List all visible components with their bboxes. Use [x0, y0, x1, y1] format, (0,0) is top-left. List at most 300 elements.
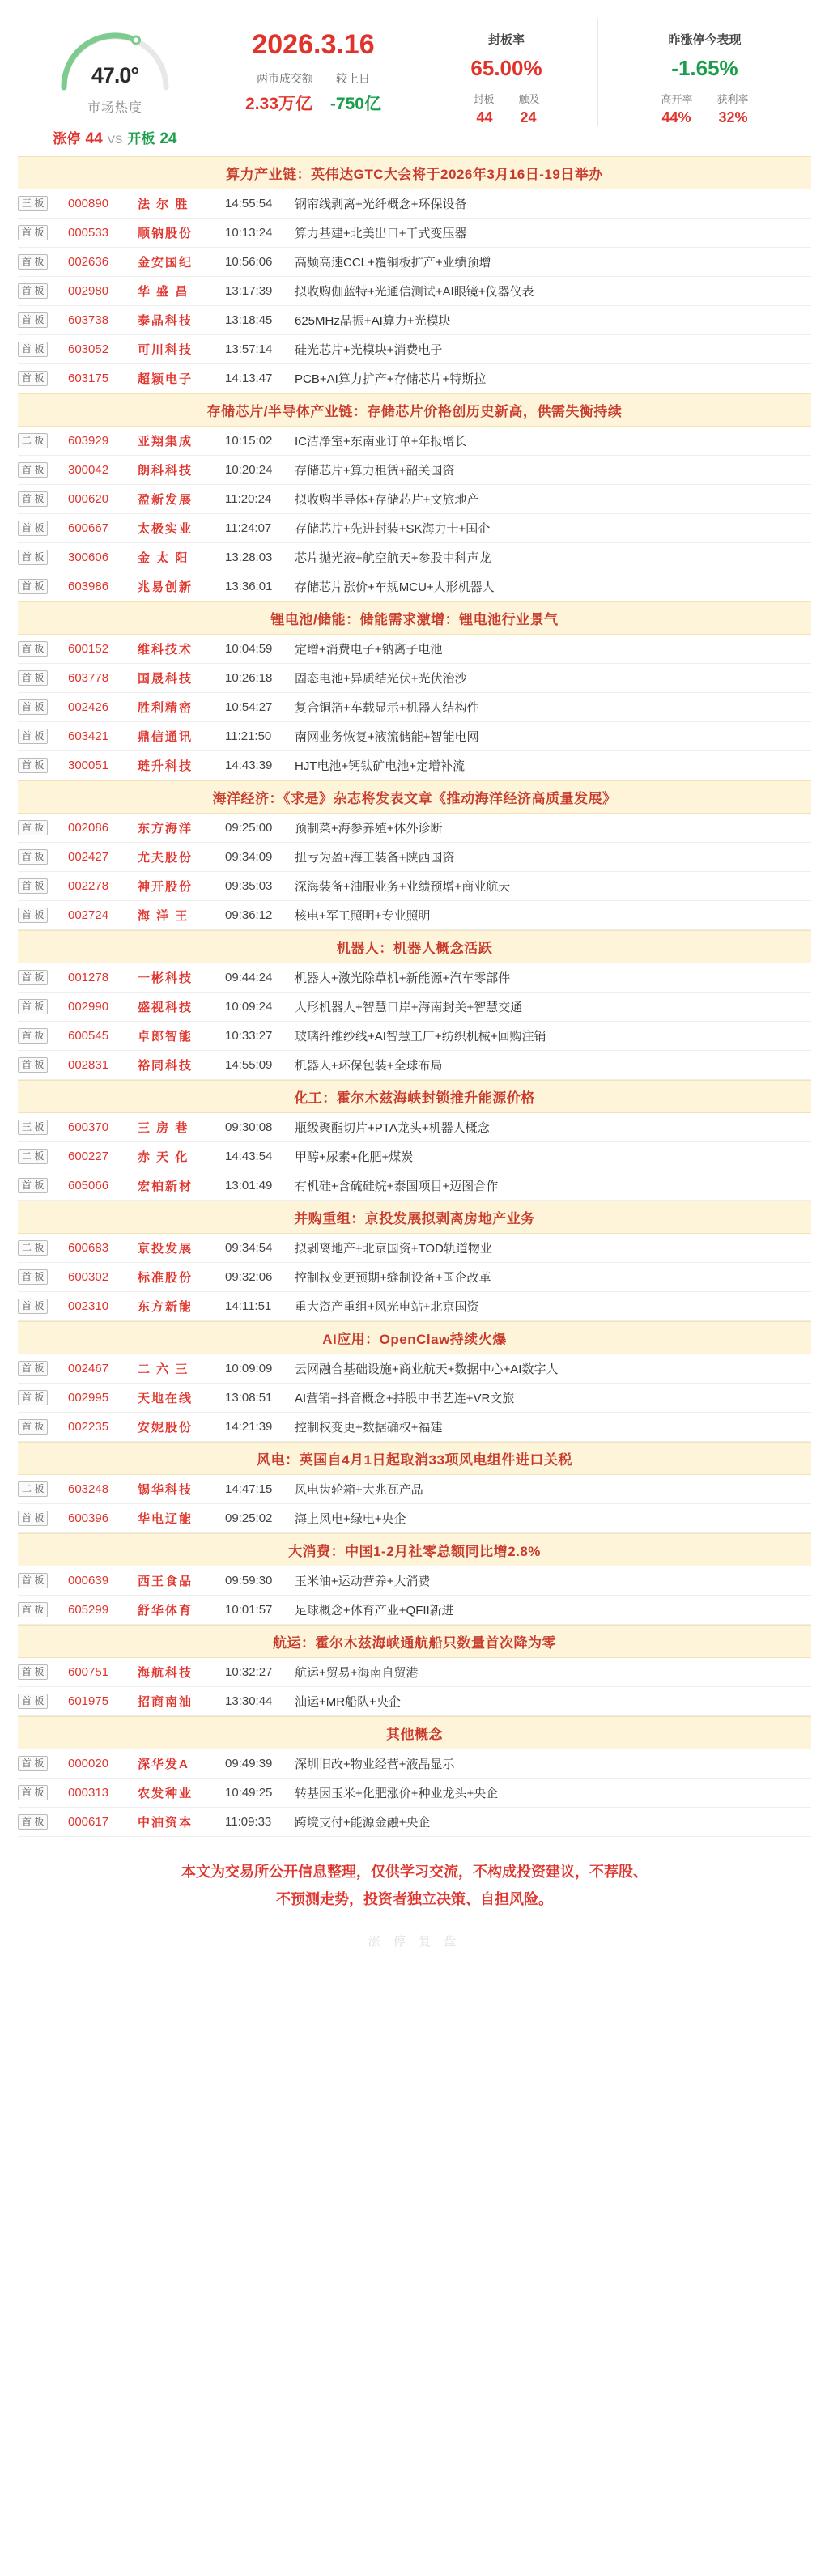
concept-tags: 足球概念+体育产业+QFII新进: [295, 1604, 454, 1617]
stock-name[interactable]: 金安国纪: [138, 256, 193, 270]
concept-tags: IC洁净室+东南亚订单+年报增长: [295, 435, 467, 448]
stock-code[interactable]: 300051: [68, 759, 109, 772]
stock-name[interactable]: 安妮股份: [138, 1421, 193, 1435]
table-row[interactable]: [18, 635, 811, 664]
stock-code[interactable]: 001278: [68, 971, 109, 984]
table-row[interactable]: [18, 514, 811, 543]
table-row[interactable]: [18, 485, 811, 514]
limit-up-time: 10:09:09: [225, 1362, 273, 1375]
concept-tags: 机器人+激光除草机+新能源+汽车零部件: [295, 971, 511, 985]
stock-name[interactable]: 国晟科技: [138, 672, 193, 686]
concept-tags: 控制权变更+数据确权+福建: [295, 1421, 443, 1435]
stock-name[interactable]: 朗科科技: [138, 464, 193, 478]
limit-up-time: 09:32:06: [225, 1270, 273, 1284]
section-title: 机器人：机器人概念活跃: [18, 930, 811, 963]
limit-up-time: 10:56:06: [225, 255, 273, 269]
stock-table: [18, 1354, 811, 1442]
board-badge-cell: [18, 901, 68, 930]
board-badge-cell: [18, 189, 68, 219]
stock-code[interactable]: 002426: [68, 700, 109, 714]
status-badge: 首 板: [18, 491, 48, 507]
table-row[interactable]: [18, 901, 811, 930]
board-badge-cell: [18, 843, 68, 872]
stock-name[interactable]: 华 盛 昌: [138, 285, 189, 299]
table-row[interactable]: [18, 1292, 811, 1321]
status-badge: 首 板: [18, 1269, 48, 1285]
stock-code[interactable]: 601975: [68, 1694, 109, 1708]
limit-up-time: 10:20:24: [225, 463, 273, 477]
table-row[interactable]: [18, 1171, 811, 1201]
table-row[interactable]: [18, 963, 811, 993]
heat-gauge: [54, 28, 176, 96]
status-badge: 首 板: [18, 970, 48, 985]
stock-name[interactable]: 鼎信通讯: [138, 730, 193, 744]
concept-tags: 油运+MR船队+央企: [295, 1695, 401, 1709]
table-row[interactable]: [18, 277, 811, 306]
table-row[interactable]: [18, 572, 811, 601]
concept-tags: AI营销+抖音概念+持股中书艺连+VR文旅: [295, 1392, 515, 1405]
concept-tags: 扭亏为盈+海工装备+陕西国资: [295, 851, 455, 865]
concept-tags: 深圳旧改+物业经营+液晶显示: [295, 1758, 455, 1771]
stock-code[interactable]: 300042: [68, 463, 109, 477]
board-badge-cell: [18, 1687, 68, 1716]
stock-table: [18, 1749, 811, 1837]
table-row[interactable]: [18, 843, 811, 872]
limit-up-count: 44: [85, 130, 103, 147]
stock-name[interactable]: 一彬科技: [138, 971, 193, 985]
stock-name[interactable]: 维科技术: [138, 643, 193, 657]
watermark: 涨 停 复 盘: [368, 1935, 461, 1949]
stock-code[interactable]: 605299: [68, 1603, 109, 1617]
concept-tags: 钢帘线剥离+光纤概念+环保设备: [295, 198, 467, 211]
table-row[interactable]: [18, 427, 811, 456]
date-panel: [212, 19, 414, 115]
vs-label: VS: [107, 133, 123, 146]
table-row[interactable]: [18, 1596, 811, 1625]
concept-tags: 核电+军工照明+专业照明: [295, 909, 431, 923]
table-row[interactable]: [18, 993, 811, 1022]
limit-up-time: 13:28:03: [225, 550, 273, 564]
concept-tags: 深海装备+油服业务+业绩预增+商业航天: [295, 880, 511, 894]
stock-table: [18, 1475, 811, 1533]
table-row[interactable]: [18, 1263, 811, 1292]
stock-code[interactable]: 600227: [68, 1150, 109, 1163]
stock-name[interactable]: 可川科技: [138, 343, 193, 357]
stock-name[interactable]: 标准股份: [138, 1271, 193, 1285]
limit-up-time: 09:25:02: [225, 1511, 273, 1525]
limit-up-label: 涨停: [53, 131, 81, 147]
stock-code[interactable]: 603248: [68, 1482, 109, 1496]
status-badge: 首 板: [18, 1028, 48, 1044]
stock-code[interactable]: 000890: [68, 197, 109, 210]
section-title: 化工：霍尔木兹海峡封锁推升能源价格: [18, 1080, 811, 1113]
disclaimer-line-1: 本文为交易所公开信息整理，仅供学习交流，不构成投资建议，不荐股、: [181, 1864, 648, 1880]
turnover-label: 两市成交额: [257, 72, 313, 85]
yesterday-cell-label-1: 获利率: [716, 93, 749, 105]
seal-rate-title: 封板率: [487, 33, 525, 47]
board-badge-cell: [18, 1566, 68, 1596]
table-row[interactable]: [18, 364, 811, 393]
concept-tags: 人形机器人+智慧口岸+海南封关+智慧交通: [295, 1001, 523, 1014]
board-badge-cell: [18, 306, 68, 335]
board-badge-cell: [18, 664, 68, 693]
stock-code[interactable]: 000620: [68, 492, 109, 506]
status-badge: 首 板: [18, 521, 48, 536]
stock-code[interactable]: 002831: [68, 1058, 109, 1072]
limit-up-time: 09:36:12: [225, 908, 273, 922]
board-badge-cell: [18, 1142, 68, 1171]
status-badge: 首 板: [18, 670, 48, 686]
stock-name[interactable]: 盛视科技: [138, 1001, 193, 1014]
limit-up-time: 13:30:44: [225, 1694, 273, 1708]
table-row[interactable]: [18, 1022, 811, 1051]
status-badge: 首 板: [18, 1814, 48, 1830]
section-title: 大消费：中国1-2月社零总额同比增2.8%: [18, 1533, 811, 1566]
stock-code[interactable]: 002427: [68, 850, 109, 864]
limit-up-time: 14:21:39: [225, 1420, 273, 1434]
stock-code[interactable]: 002990: [68, 1000, 109, 1014]
status-badge: 首 板: [18, 462, 48, 478]
table-row[interactable]: [18, 872, 811, 901]
table-row[interactable]: [18, 693, 811, 722]
stock-code[interactable]: 600370: [68, 1120, 109, 1134]
concept-tags: 南网业务恢复+液流储能+智能电网: [295, 730, 479, 744]
concept-tags: 航运+贸易+海南自贸港: [295, 1666, 419, 1680]
limit-up-time: 14:11:51: [225, 1299, 272, 1313]
concept-tags: 控制权变更预期+缝制设备+国企改革: [295, 1271, 491, 1285]
stock-code[interactable]: 603738: [68, 313, 109, 327]
limit-up-time: 13:57:14: [225, 342, 273, 356]
table-row[interactable]: [18, 189, 811, 219]
status-badge: 首 板: [18, 1602, 48, 1617]
yesterday-cell-label-0: 高开率: [661, 93, 693, 105]
limit-up-time: 10:04:59: [225, 642, 273, 656]
stock-name[interactable]: 西王食品: [138, 1575, 193, 1588]
status-badge: 首 板: [18, 1419, 48, 1435]
stock-name[interactable]: 农发种业: [138, 1787, 193, 1800]
change-label: 较上日: [336, 72, 370, 85]
stock-table: [18, 1658, 811, 1716]
limit-up-time: 09:34:09: [225, 850, 273, 864]
table-row[interactable]: [18, 1687, 811, 1716]
board-badge-cell: [18, 219, 68, 248]
table-row[interactable]: [18, 814, 811, 843]
stock-name[interactable]: 顺钠股份: [138, 227, 193, 240]
status-badge: 首 板: [18, 1057, 48, 1073]
board-badge-cell: [18, 1171, 68, 1201]
stock-code[interactable]: 002278: [68, 879, 109, 893]
board-badge-cell: [18, 1234, 68, 1263]
limit-up-time: 14:55:09: [225, 1058, 273, 1072]
stock-code[interactable]: 600545: [68, 1029, 109, 1043]
stock-name[interactable]: 法 尔 胜: [138, 198, 189, 211]
header: [18, 15, 811, 156]
board-badge-cell: [18, 872, 68, 901]
board-badge-cell: [18, 993, 68, 1022]
limit-up-time: 09:35:03: [225, 879, 273, 893]
stock-code[interactable]: 605066: [68, 1179, 109, 1192]
table-row[interactable]: [18, 1354, 811, 1384]
limit-up-time: 11:21:50: [225, 729, 272, 743]
stock-name[interactable]: 亚翔集成: [138, 435, 193, 448]
stock-name[interactable]: 深华发A: [138, 1758, 189, 1771]
stock-name[interactable]: 东方新能: [138, 1300, 193, 1314]
stock-name[interactable]: 宏柏新材: [138, 1180, 193, 1193]
table-row[interactable]: [18, 1384, 811, 1413]
table-row[interactable]: [18, 306, 811, 335]
status-badge: 首 板: [18, 1390, 48, 1405]
section-title: AI应用：OpenClaw持续火爆: [18, 1321, 811, 1354]
concept-tags: 甲醇+尿素+化肥+煤炭: [295, 1150, 414, 1164]
table-row[interactable]: [18, 1658, 811, 1687]
stock-code[interactable]: 600683: [68, 1241, 109, 1255]
board-badge-cell: [18, 1292, 68, 1321]
stock-name[interactable]: 二 六 三: [138, 1362, 189, 1376]
limit-up-time: 10:54:27: [225, 700, 273, 714]
stock-name[interactable]: 超颖电子: [138, 372, 193, 386]
stock-name[interactable]: 尤夫股份: [138, 851, 193, 865]
status-badge: 二 板: [18, 1240, 48, 1256]
stock-code[interactable]: 600302: [68, 1270, 109, 1284]
board-badge-cell: [18, 1475, 68, 1504]
yesterday-sub-values: [598, 109, 811, 126]
stock-name[interactable]: 三 房 巷: [138, 1121, 189, 1135]
table-row[interactable]: [18, 543, 811, 572]
table-row[interactable]: [18, 1413, 811, 1442]
limit-open-count: 24: [159, 130, 177, 147]
stock-code[interactable]: 002086: [68, 821, 109, 835]
stock-code[interactable]: 000020: [68, 1757, 109, 1770]
stock-table: [18, 635, 811, 780]
status-badge: 首 板: [18, 342, 48, 357]
table-row[interactable]: [18, 1808, 811, 1837]
stock-name[interactable]: 兆易创新: [138, 580, 193, 594]
turnover-values: [212, 91, 414, 115]
stock-table: [18, 814, 811, 930]
stock-name[interactable]: 金 太 阳: [138, 551, 189, 565]
stock-code[interactable]: 002310: [68, 1299, 109, 1313]
board-badge-cell: [18, 485, 68, 514]
stock-table: [18, 189, 811, 393]
table-row[interactable]: [18, 722, 811, 751]
concept-tags: 转基因玉米+化肥涨价+种业龙头+央企: [295, 1787, 499, 1800]
concept-tags: 重大资产重组+风光电站+北京国资: [295, 1300, 479, 1314]
status-badge: 首 板: [18, 1573, 48, 1588]
board-badge-cell: [18, 1504, 68, 1533]
concept-tags: 高频高速CCL+覆铜板扩产+业绩预增: [295, 256, 491, 270]
concept-tags: PCB+AI算力扩产+存储芯片+特斯拉: [295, 372, 487, 386]
table-row[interactable]: [18, 335, 811, 364]
limit-up-time: 10:49:25: [225, 1786, 273, 1800]
table-row[interactable]: [18, 1051, 811, 1080]
stock-name[interactable]: 卓郎智能: [138, 1030, 193, 1044]
seal-cell-value-0: 44: [476, 109, 493, 125]
stock-code[interactable]: 000533: [68, 226, 109, 240]
stock-name[interactable]: 中油资本: [138, 1816, 193, 1830]
stock-code[interactable]: 002467: [68, 1362, 109, 1375]
stock-code[interactable]: 000313: [68, 1786, 109, 1800]
stock-code[interactable]: 002724: [68, 908, 109, 922]
stock-code[interactable]: 002980: [68, 284, 109, 298]
section-title: 风电：英国自4月1日起取消33项风电组件进口关税: [18, 1442, 811, 1475]
table-row[interactable]: [18, 1504, 811, 1533]
status-badge: 首 板: [18, 1756, 48, 1771]
status-badge: 首 板: [18, 758, 48, 773]
limit-stats: [53, 127, 177, 148]
stock-table: [18, 1566, 811, 1625]
limit-up-time: 13:08:51: [225, 1391, 273, 1405]
seal-sub-labels: [415, 91, 597, 106]
table-row[interactable]: [18, 664, 811, 693]
stock-code[interactable]: 600667: [68, 521, 109, 535]
board-badge-cell: [18, 1384, 68, 1413]
table-row[interactable]: [18, 1749, 811, 1779]
limit-up-time: 10:32:27: [225, 1665, 273, 1679]
stock-table: [18, 1113, 811, 1201]
yesterday-panel: [597, 19, 811, 126]
stock-name[interactable]: 裕同科技: [138, 1059, 193, 1073]
stock-code[interactable]: 300606: [68, 550, 109, 564]
table-row[interactable]: [18, 1113, 811, 1142]
stock-code[interactable]: 603929: [68, 434, 109, 448]
board-badge-cell: [18, 248, 68, 277]
seal-sub-values: [415, 109, 597, 126]
stock-code[interactable]: 600152: [68, 642, 109, 656]
board-badge-cell: [18, 963, 68, 993]
stock-name[interactable]: 锡华科技: [138, 1483, 193, 1497]
table-row[interactable]: [18, 1142, 811, 1171]
concept-tags: 预制菜+海参养殖+体外诊断: [295, 822, 443, 835]
board-badge-cell: [18, 1749, 68, 1779]
limit-up-time: 13:01:49: [225, 1179, 273, 1192]
stock-name[interactable]: 华电辽能: [138, 1512, 193, 1526]
status-badge: 首 板: [18, 225, 48, 240]
concept-tags: 硅光芯片+光模块+消费电子: [295, 343, 443, 357]
section-title: 并购重组：京投发展拟剥离房地产业务: [18, 1201, 811, 1234]
stock-code[interactable]: 600396: [68, 1511, 109, 1525]
table-row[interactable]: [18, 751, 811, 780]
stock-name[interactable]: 神开股份: [138, 880, 193, 894]
status-badge: 首 板: [18, 849, 48, 865]
table-row[interactable]: [18, 248, 811, 277]
stock-code[interactable]: 002235: [68, 1420, 109, 1434]
stock-table: [18, 963, 811, 1080]
limit-up-time: 13:17:39: [225, 284, 273, 298]
limit-up-time: 13:18:45: [225, 313, 273, 327]
stock-code[interactable]: 603421: [68, 729, 109, 743]
table-row[interactable]: [18, 219, 811, 248]
stock-code[interactable]: 600751: [68, 1665, 109, 1679]
concept-tags: 有机硅+含硫硅烷+泰国项目+迈图合作: [295, 1180, 499, 1193]
stock-name[interactable]: 太极实业: [138, 522, 193, 536]
board-badge-cell: [18, 456, 68, 485]
stock-name[interactable]: 盈新发展: [138, 493, 193, 507]
concept-tags: 拟收购半导体+存储芯片+文旅地产: [295, 493, 479, 507]
stock-name[interactable]: 招商南油: [138, 1695, 193, 1709]
status-badge: 首 板: [18, 699, 48, 715]
concept-tags: 算力基建+北美出口+干式变压器: [295, 227, 467, 240]
stock-name[interactable]: 东方海洋: [138, 822, 193, 835]
board-badge-cell: [18, 1354, 68, 1384]
turnover-labels: [212, 70, 414, 87]
table-row[interactable]: [18, 1475, 811, 1504]
stock-code[interactable]: 002636: [68, 255, 109, 269]
stock-name[interactable]: 泰晶科技: [138, 314, 193, 328]
stock-code[interactable]: 603778: [68, 671, 109, 685]
board-badge-cell: [18, 1022, 68, 1051]
concept-tags: 海上风电+绿电+央企: [295, 1512, 406, 1526]
status-badge: 三 板: [18, 196, 48, 211]
status-badge: 二 板: [18, 433, 48, 448]
concept-tags: 定增+消费电子+钠离子电池: [295, 643, 443, 657]
status-badge: 首 板: [18, 1178, 48, 1193]
concept-tags: 云网融合基础设施+商业航天+数据中心+AI数字人: [295, 1362, 559, 1376]
limit-up-time: 09:34:54: [225, 1241, 273, 1255]
status-badge: 首 板: [18, 908, 48, 923]
concept-tags: 芯片抛光液+航空航天+参股中科声龙: [295, 551, 491, 565]
stock-code[interactable]: 000639: [68, 1574, 109, 1588]
section-title: 海洋经济：《求是》杂志将发表文章《推动海洋经济高质量发展》: [18, 780, 811, 814]
board-badge-cell: [18, 1779, 68, 1808]
status-badge: 首 板: [18, 1299, 48, 1314]
limit-up-time: 14:55:54: [225, 197, 273, 210]
heat-label: 市场热度: [87, 101, 142, 115]
board-badge-cell: [18, 1808, 68, 1837]
table-row[interactable]: [18, 456, 811, 485]
market-heat-panel: [18, 19, 212, 148]
concept-tags: 玉米油+运动营养+大消费: [295, 1575, 431, 1588]
stock-name[interactable]: 舒华体育: [138, 1604, 193, 1617]
table-row[interactable]: [18, 1566, 811, 1596]
sections-container: [18, 156, 811, 1837]
stock-code[interactable]: 002995: [68, 1391, 109, 1405]
stock-name[interactable]: 赤 天 化: [138, 1150, 189, 1164]
concept-tags: 跨境支付+能源金融+央企: [295, 1816, 431, 1830]
yesterday-value: -1.65%: [671, 56, 738, 80]
board-badge-cell: [18, 427, 68, 456]
disclaimer-line-2: 不预测走势，投资者独立决策、自担风险。: [276, 1891, 553, 1907]
table-row[interactable]: [18, 1234, 811, 1263]
status-badge: 首 板: [18, 283, 48, 299]
heat-value: 47.0°: [91, 63, 139, 87]
stock-name[interactable]: 海航科技: [138, 1666, 193, 1680]
section-title: 其他概念: [18, 1716, 811, 1749]
stock-name[interactable]: 琏升科技: [138, 759, 193, 773]
stock-table: [18, 427, 811, 601]
board-badge-cell: [18, 1596, 68, 1625]
limit-up-time: 10:26:18: [225, 671, 273, 685]
stock-code[interactable]: 603052: [68, 342, 109, 356]
board-badge-cell: [18, 335, 68, 364]
stock-code[interactable]: 603175: [68, 372, 109, 385]
stock-name[interactable]: 京投发展: [138, 1242, 193, 1256]
limit-up-time: 14:47:15: [225, 1482, 273, 1496]
stock-code[interactable]: 000617: [68, 1815, 109, 1829]
yesterday-cell-value-0: 44%: [661, 109, 691, 125]
concept-tags: HJT电池+钙钛矿电池+定增补流: [295, 759, 466, 773]
status-badge: 首 板: [18, 641, 48, 657]
limit-up-time: 09:30:08: [225, 1120, 273, 1134]
stock-name[interactable]: 胜利精密: [138, 701, 193, 715]
status-badge: 首 板: [18, 1694, 48, 1709]
table-row[interactable]: [18, 1779, 811, 1808]
section-title: 存储芯片/半导体产业链：存储芯片价格创历史新高，供需失衡持续: [18, 393, 811, 427]
stock-code[interactable]: 603986: [68, 580, 109, 593]
stock-name[interactable]: 海 洋 王: [138, 909, 189, 923]
stock-name[interactable]: 天地在线: [138, 1392, 193, 1405]
board-badge-cell: [18, 1413, 68, 1442]
concept-tags: 固态电池+异质结光伏+光伏治沙: [295, 672, 467, 686]
